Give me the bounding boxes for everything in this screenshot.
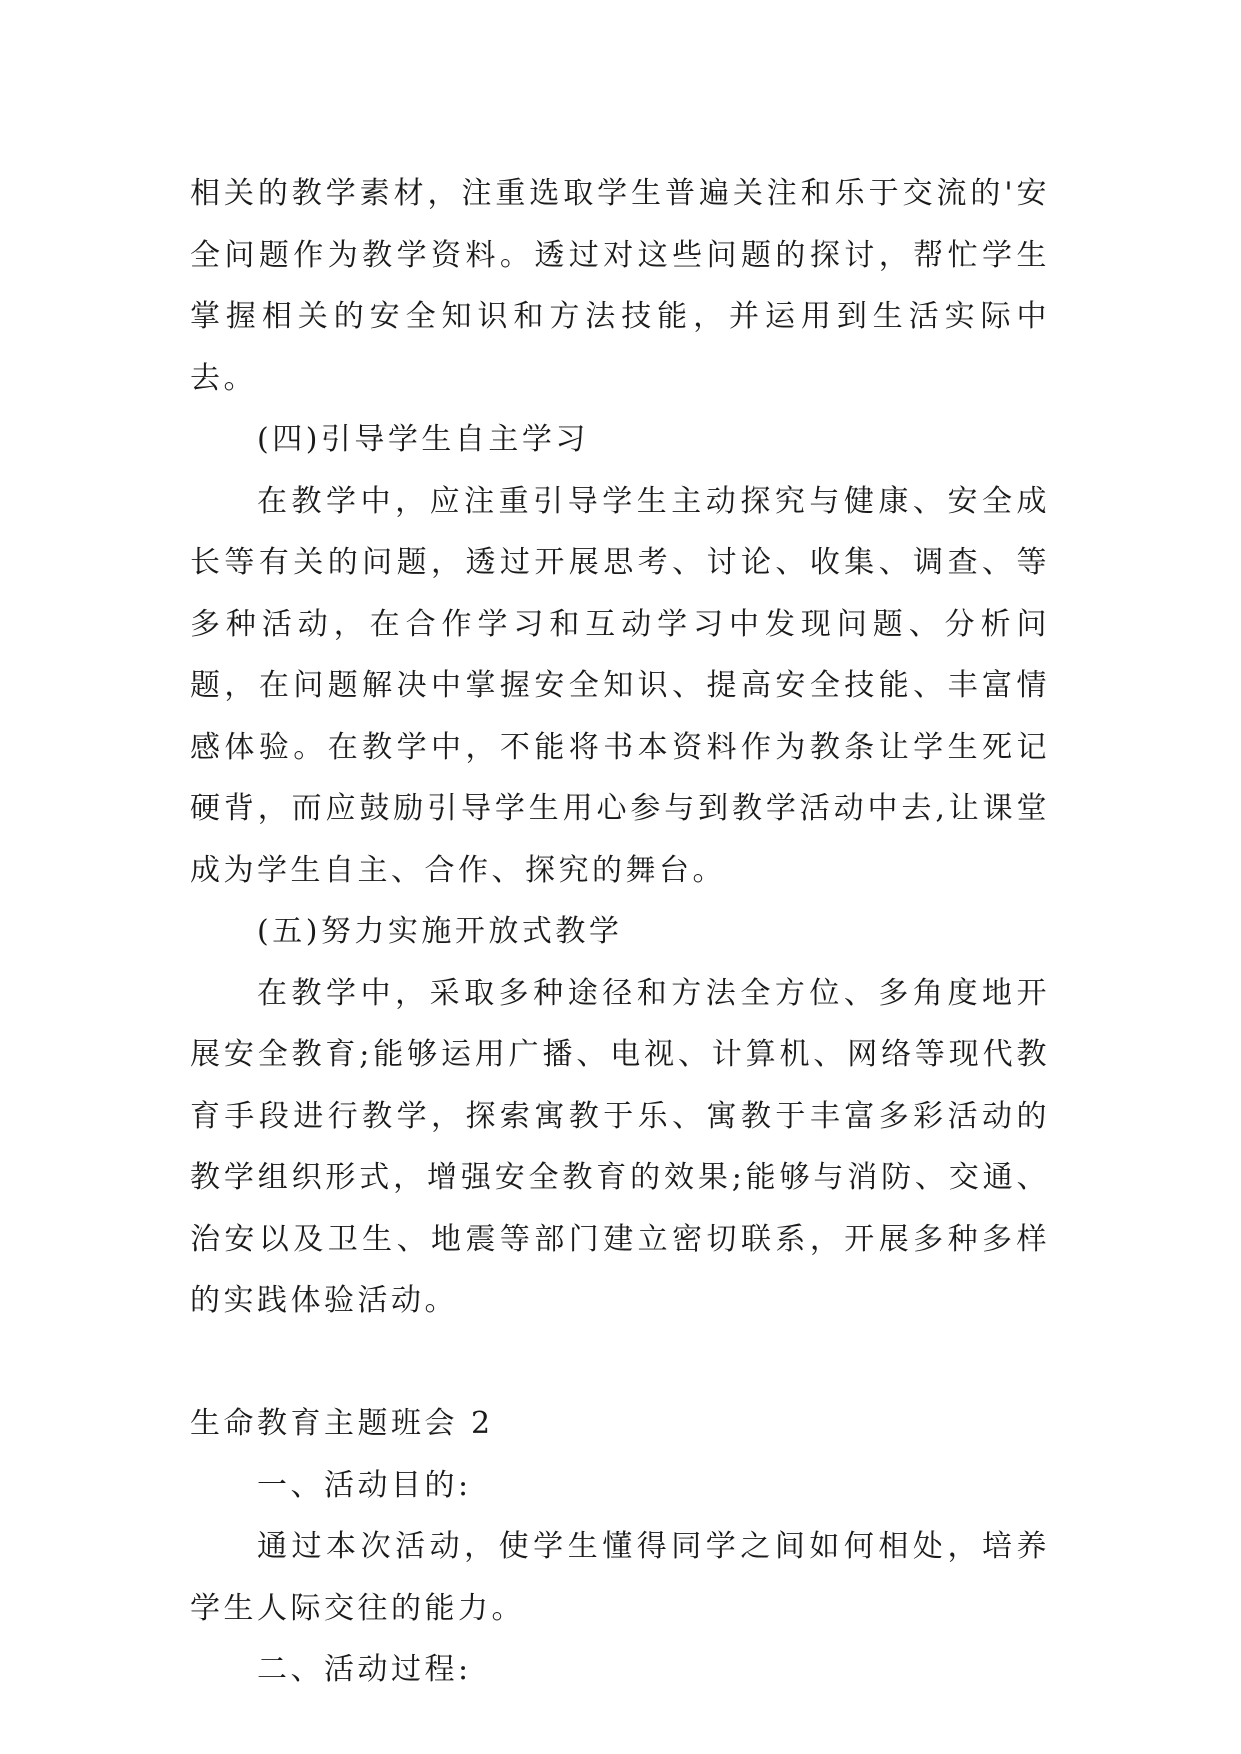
subheading-five: (五)努力实施开放式教学: [257, 914, 623, 949]
subheading-four: (四)引导学生自主学习: [257, 422, 589, 457]
paragraph-activity-purpose: 通过本次活动，使学生懂得同学之间如何相处，培养学生人际交往的能力。: [190, 1529, 1050, 1626]
subheading-activity-purpose: 一、活动目的:: [257, 1467, 472, 1503]
paragraph-continued: 相关的教学素材，注重选取学生普遍关注和乐于交流的'安全问题作为教学资料。透过对这些问题的探讨，帮忙学生掌握相关的安全知识和方法技能，并运用到生活实际中去。: [190, 176, 1050, 396]
section-title: 生命教育主题班会 2: [190, 1406, 494, 1441]
subheading-activity-process: 二、活动过程:: [257, 1652, 472, 1687]
paragraph-self-study: 在教学中，应注重引导学生主动探究与健康、安全成长等有关的问题，透过开展思考、讨论、收集、调查、等多种活动，在合作学习和互动学习中发现问题、分析问题，在问题解决中掌握安全知识、提高安全技能、丰富情感体验。在教学中，不能将书本资料作为教条让学生死记硬背，而应鼓励引导学生用心参与到教学活动中去,让课堂成为学生自主、合作、探究的舞台。: [190, 483, 1050, 888]
paragraph-open-teaching: 在教学中，采取多种途径和方法全方位、多角度地开展安全教育;能够运用广播、电视、计算机、网络等现代教育手段进行教学，探索寓教于乐、寓教于丰富多彩活动的教学组织形式，增强安全教育的效果;能够与消防、交通、治安以及卫生、地震等部门建立密切联系，开展多种多样的实践体验活动。: [190, 975, 1050, 1318]
document-body: [190, 163, 1050, 1701]
